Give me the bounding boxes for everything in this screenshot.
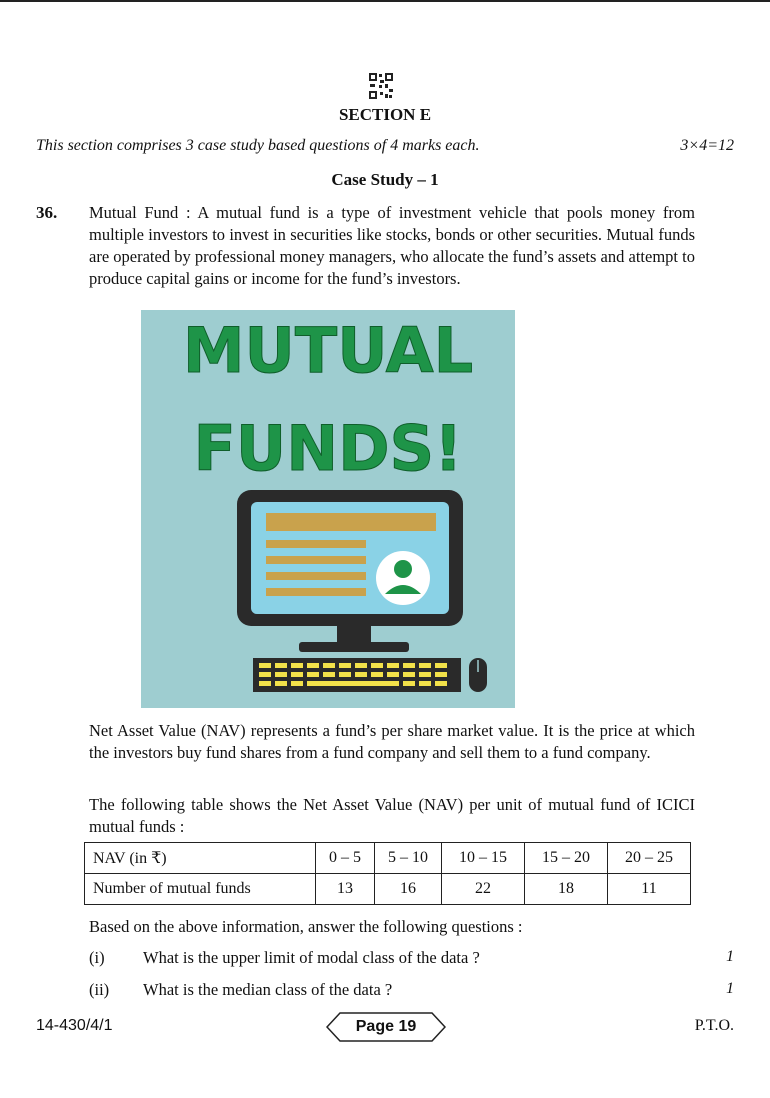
keyboard-icon	[253, 658, 461, 692]
qr-code-icon	[368, 72, 394, 100]
section-intro: This section comprises 3 case study based questions of 4 marks each.	[36, 137, 480, 154]
count-cell: 16	[375, 874, 442, 905]
pto-label: P.T.O.	[694, 1017, 734, 1034]
nav-table	[84, 842, 691, 905]
count-cell: 22	[442, 874, 525, 905]
nav-class-cell: 0 – 5	[316, 843, 375, 874]
table-row	[85, 874, 691, 905]
count-cell: 13	[316, 874, 375, 905]
nav-class-cell: 5 – 10	[375, 843, 442, 874]
sub-question-text: What is the median class of the data ?	[143, 980, 393, 999]
questions-lead: Based on the above information, answer the following questions :	[89, 917, 523, 936]
page-number-badge	[326, 1012, 446, 1042]
mutual-fund-paragraph: Mutual Fund : A mutual fund is a type of investment vehicle that pools money from multiple investors to invest in securities like stocks, bonds or other securities. Mutual funds are operated by professional money managers, who allocate the fund’s assets and attempt to produce capital gains or income for the fund’s investors.	[89, 203, 695, 288]
paper-code: 14-430/4/1	[36, 1017, 113, 1034]
sub-question-text: What is the upper limit of modal class of the data ?	[143, 948, 480, 967]
illustration-title-line2: FUNDS!	[193, 412, 463, 485]
sub-question-mark: 1	[726, 948, 734, 965]
section-title: SECTION E	[338, 105, 432, 124]
count-cell: 11	[608, 874, 691, 905]
nav-class-cell: 15 – 20	[525, 843, 608, 874]
count-cell: 18	[525, 874, 608, 905]
sub-question-number: (i)	[89, 948, 105, 967]
user-avatar-icon	[376, 551, 430, 605]
illustration-title-line1: MUTUAL	[182, 314, 474, 387]
mouse-icon	[469, 658, 487, 692]
nav-class-cell: 10 – 15	[442, 843, 525, 874]
top-border-line	[0, 0, 770, 2]
section-marks: 3×4=12	[680, 137, 734, 154]
nav-header-label: NAV (in ₹)	[85, 843, 316, 874]
mutual-funds-illustration	[141, 310, 515, 708]
question-number: 36.	[36, 203, 58, 222]
case-study-title: Case Study – 1	[331, 170, 439, 189]
sub-question-number: (ii)	[89, 980, 110, 999]
table-intro-paragraph: The following table shows the Net Asset Value (NAV) per unit of mutual fund of ICICI mutual funds :	[89, 795, 695, 836]
nav-definition-paragraph: Net Asset Value (NAV) represents a fund’s per share market value. It is the price at which the investors buy fund shares from a fund company and sell them to a fund company.	[89, 721, 695, 762]
sub-question-mark: 1	[726, 980, 734, 997]
page-number: Page 19	[355, 1018, 417, 1035]
nav-class-cell: 20 – 25	[608, 843, 691, 874]
table-header-row	[85, 843, 691, 874]
count-row-label: Number of mutual funds	[85, 874, 316, 905]
